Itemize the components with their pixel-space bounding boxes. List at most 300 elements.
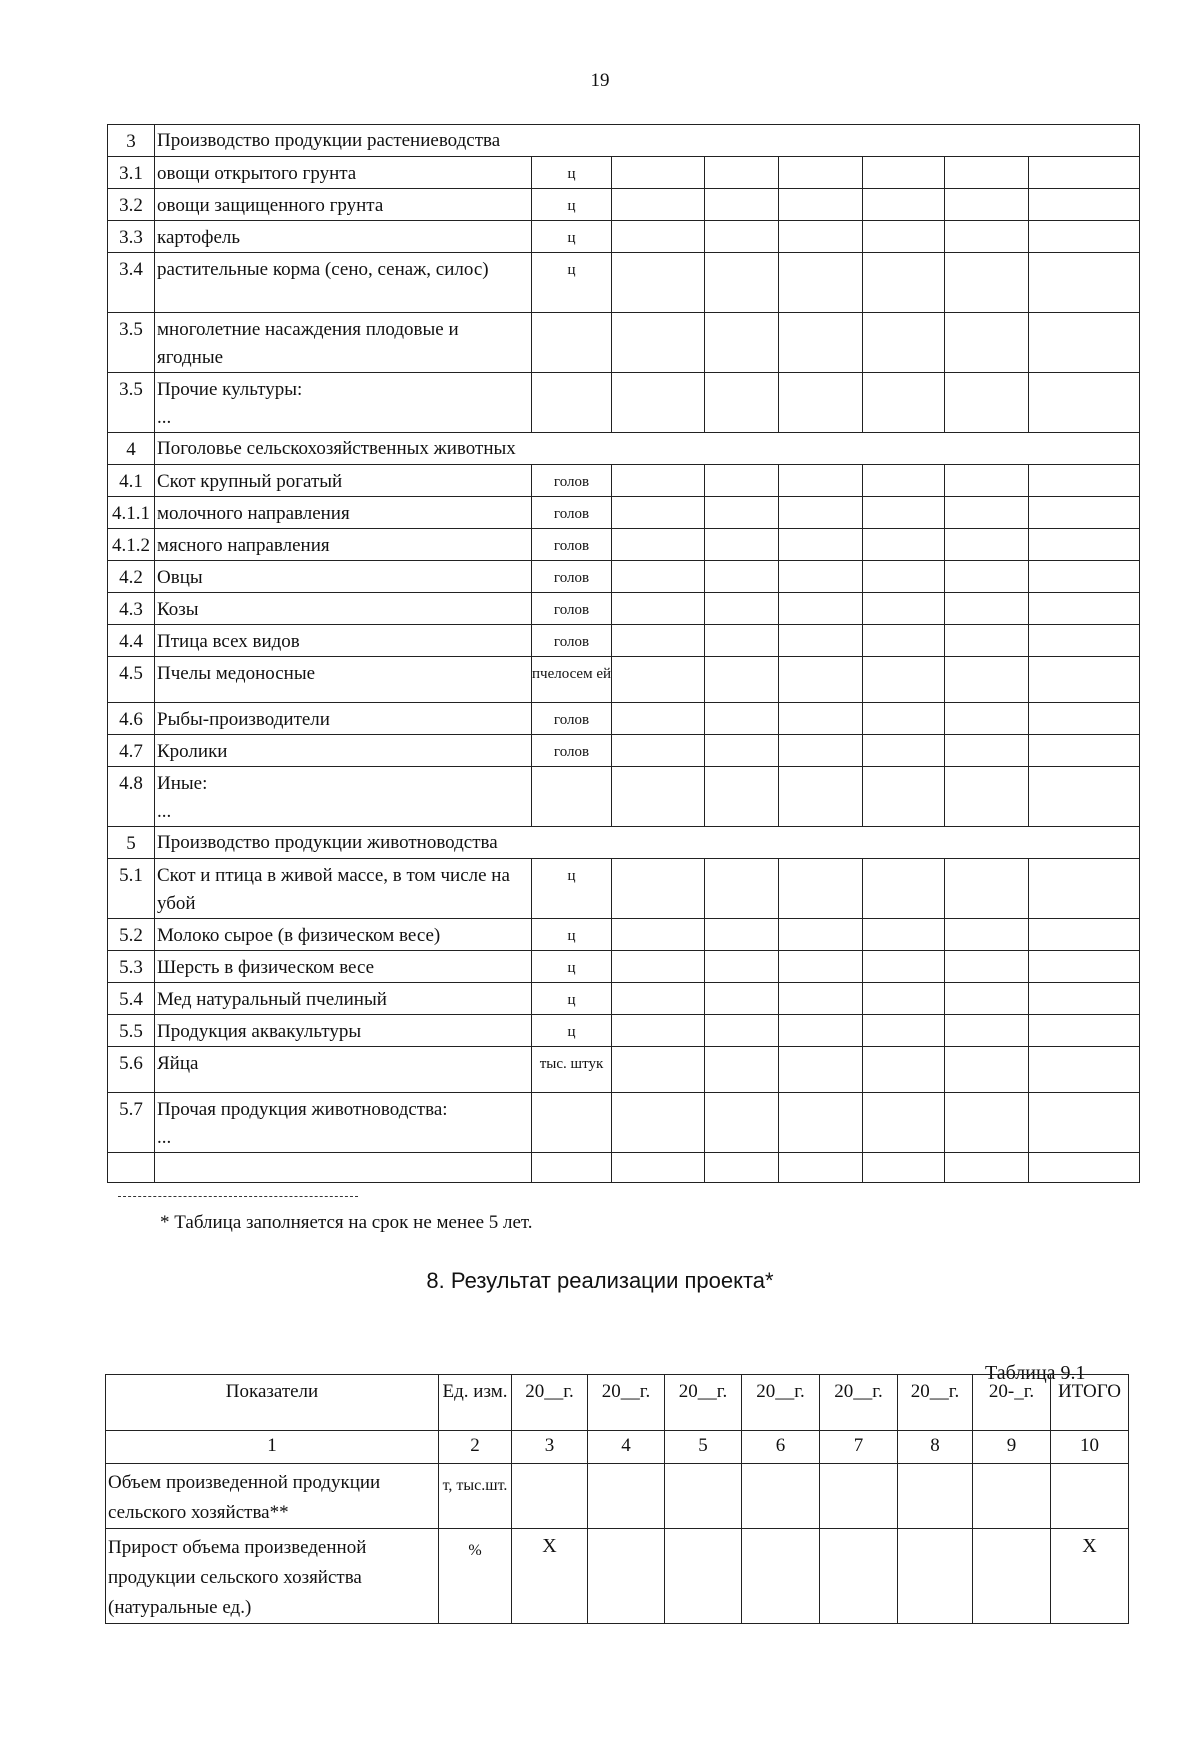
year-cell[interactable] — [705, 859, 779, 919]
row-name-text: Мед натуральный пчелиный — [157, 989, 387, 1010]
year-cell[interactable] — [705, 919, 779, 951]
year-cell[interactable] — [612, 1047, 705, 1093]
year-cell[interactable] — [863, 593, 945, 625]
year-cell[interactable] — [1029, 1015, 1140, 1047]
year-cell[interactable] — [863, 497, 945, 529]
value-cell[interactable] — [973, 1464, 1051, 1529]
row-number — [108, 1153, 155, 1183]
column-header: Ед. изм. — [439, 1375, 512, 1431]
year-cell[interactable] — [612, 735, 705, 767]
year-cell[interactable] — [705, 767, 779, 827]
table-row — [108, 373, 1140, 433]
table-row — [108, 221, 1140, 253]
table-row — [108, 1153, 1140, 1183]
column-index: 10 — [1051, 1431, 1129, 1464]
year-cell[interactable] — [705, 983, 779, 1015]
year-cell[interactable] — [612, 221, 705, 253]
row-number: 5.5 — [108, 1015, 155, 1047]
row-name — [155, 767, 532, 827]
year-cell[interactable] — [945, 703, 1029, 735]
table-row — [108, 703, 1140, 735]
year-cell[interactable] — [945, 313, 1029, 373]
year-cell[interactable] — [612, 189, 705, 221]
year-cell[interactable] — [612, 1093, 705, 1153]
table-row — [108, 433, 1140, 465]
row-number: 4.1.1 — [108, 497, 155, 529]
year-cell[interactable] — [1029, 157, 1140, 189]
year-cell[interactable] — [945, 1093, 1029, 1153]
year-cell[interactable] — [863, 767, 945, 827]
value-cell[interactable]: X — [1051, 1529, 1129, 1624]
row-name — [155, 703, 532, 735]
row-name-continuation: ... — [157, 407, 172, 428]
row-unit: голов — [532, 735, 612, 767]
year-cell[interactable] — [945, 593, 1029, 625]
row-name — [155, 951, 532, 983]
value-cell[interactable] — [665, 1529, 742, 1624]
year-cell[interactable] — [1029, 465, 1140, 497]
row-number: 4.5 — [108, 657, 155, 703]
footnote-rule — [118, 1196, 358, 1197]
row-name — [155, 657, 532, 703]
value-cell[interactable] — [973, 1529, 1051, 1624]
table-row — [106, 1529, 1129, 1624]
table-row — [108, 497, 1140, 529]
year-cell[interactable] — [705, 529, 779, 561]
year-cell[interactable] — [779, 703, 863, 735]
year-cell[interactable] — [945, 1153, 1029, 1183]
year-cell[interactable] — [779, 189, 863, 221]
year-cell[interactable] — [612, 1015, 705, 1047]
row-name — [155, 561, 532, 593]
row-name-text: Яйца — [157, 1053, 199, 1074]
year-cell[interactable] — [705, 561, 779, 593]
row-name-text: многолетние насаждения плодовые и ягодные — [157, 319, 459, 368]
table-row — [108, 465, 1140, 497]
year-cell[interactable] — [1029, 859, 1140, 919]
year-cell[interactable] — [612, 373, 705, 433]
year-cell[interactable] — [612, 859, 705, 919]
year-cell[interactable] — [1029, 703, 1140, 735]
table-row — [108, 157, 1140, 189]
row-unit: голов — [532, 497, 612, 529]
row-number: 5 — [108, 827, 155, 859]
indicator-name: Объем произведенной продукции сельского хозяйства** — [106, 1464, 439, 1529]
row-number: 5.7 — [108, 1093, 155, 1153]
year-cell[interactable] — [779, 561, 863, 593]
year-cell[interactable] — [863, 1153, 945, 1183]
row-number: 3 — [108, 125, 155, 157]
year-cell[interactable] — [863, 373, 945, 433]
year-cell[interactable] — [779, 593, 863, 625]
year-cell[interactable] — [945, 1015, 1029, 1047]
row-name-text: Овцы — [157, 567, 203, 588]
row-unit: голов — [532, 529, 612, 561]
year-cell[interactable] — [1029, 951, 1140, 983]
row-number: 4.8 — [108, 767, 155, 827]
table-row — [108, 657, 1140, 703]
production-table — [107, 124, 1140, 1183]
year-cell[interactable] — [1029, 189, 1140, 221]
value-cell[interactable] — [820, 1529, 898, 1624]
value-cell[interactable] — [1051, 1464, 1129, 1529]
year-cell[interactable] — [705, 221, 779, 253]
row-name-text: Козы — [157, 599, 199, 620]
year-cell[interactable] — [612, 919, 705, 951]
row-number: 3.4 — [108, 253, 155, 313]
column-header: 20__г. — [665, 1375, 742, 1431]
row-unit: ц — [532, 983, 612, 1015]
column-index: 5 — [665, 1431, 742, 1464]
year-cell[interactable] — [1029, 735, 1140, 767]
row-number: 4.1 — [108, 465, 155, 497]
year-cell[interactable] — [863, 1015, 945, 1047]
year-cell[interactable] — [705, 593, 779, 625]
value-cell[interactable]: X — [512, 1529, 588, 1624]
year-cell[interactable] — [779, 983, 863, 1015]
column-index: 1 — [106, 1431, 439, 1464]
year-cell[interactable] — [863, 625, 945, 657]
value-cell[interactable] — [665, 1464, 742, 1529]
column-index: 4 — [588, 1431, 665, 1464]
year-cell[interactable] — [705, 1015, 779, 1047]
year-cell[interactable] — [945, 465, 1029, 497]
value-cell[interactable] — [588, 1464, 665, 1529]
year-cell[interactable] — [779, 1153, 863, 1183]
row-unit: ц — [532, 951, 612, 983]
year-cell[interactable] — [779, 625, 863, 657]
year-cell[interactable] — [612, 157, 705, 189]
year-cell[interactable] — [779, 1093, 863, 1153]
row-name-text: Молоко сырое (в физическом весе) — [157, 925, 441, 946]
row-name — [155, 1153, 532, 1183]
year-cell[interactable] — [705, 313, 779, 373]
year-cell[interactable] — [945, 735, 1029, 767]
value-cell[interactable] — [898, 1529, 973, 1624]
row-name-text: Скот и птица в живой массе, в том числе на убой — [157, 865, 510, 914]
column-index: 9 — [973, 1431, 1051, 1464]
section-title: Производство продукции животноводства — [155, 827, 1140, 859]
row-name — [155, 1093, 532, 1153]
value-cell[interactable] — [588, 1529, 665, 1624]
column-index: 8 — [898, 1431, 973, 1464]
row-name — [155, 373, 532, 433]
year-cell[interactable] — [863, 951, 945, 983]
row-number: 4.4 — [108, 625, 155, 657]
row-name-text: Птица всех видов — [157, 631, 300, 652]
year-cell[interactable] — [779, 1015, 863, 1047]
year-cell[interactable] — [1029, 529, 1140, 561]
row-name — [155, 859, 532, 919]
row-unit — [532, 373, 612, 433]
year-cell[interactable] — [705, 465, 779, 497]
year-cell[interactable] — [863, 157, 945, 189]
row-unit: ц — [532, 919, 612, 951]
row-name — [155, 497, 532, 529]
row-number: 4.1.2 — [108, 529, 155, 561]
year-cell[interactable] — [863, 657, 945, 703]
year-cell[interactable] — [705, 625, 779, 657]
table-row — [108, 919, 1140, 951]
row-number: 3.2 — [108, 189, 155, 221]
table-row — [108, 593, 1140, 625]
year-cell[interactable] — [945, 767, 1029, 827]
year-cell[interactable] — [1029, 593, 1140, 625]
year-cell[interactable] — [863, 1047, 945, 1093]
row-name-text: Иные: — [157, 773, 208, 794]
year-cell[interactable] — [863, 221, 945, 253]
row-unit: тыс. штук — [532, 1047, 612, 1093]
year-cell[interactable] — [945, 859, 1029, 919]
row-number: 3.5 — [108, 313, 155, 373]
column-header: 20__г. — [588, 1375, 665, 1431]
year-cell[interactable] — [779, 951, 863, 983]
year-cell[interactable] — [612, 593, 705, 625]
year-cell[interactable] — [1029, 983, 1140, 1015]
year-cell[interactable] — [705, 703, 779, 735]
year-cell[interactable] — [779, 373, 863, 433]
row-unit: голов — [532, 625, 612, 657]
year-cell[interactable] — [705, 157, 779, 189]
column-header: 20-_г. — [973, 1375, 1051, 1431]
table-row — [108, 767, 1140, 827]
row-name-text: Пчелы медоносные — [157, 663, 316, 684]
row-name — [155, 529, 532, 561]
row-name-text: Прочие культуры: — [157, 379, 303, 400]
year-cell[interactable] — [1029, 253, 1140, 313]
year-cell[interactable] — [705, 1093, 779, 1153]
year-cell[interactable] — [779, 735, 863, 767]
year-cell[interactable] — [945, 253, 1029, 313]
year-cell[interactable] — [863, 253, 945, 313]
year-cell[interactable] — [779, 157, 863, 189]
year-cell[interactable] — [779, 313, 863, 373]
index-row — [106, 1431, 1129, 1464]
year-cell[interactable] — [1029, 561, 1140, 593]
row-name — [155, 157, 532, 189]
year-cell[interactable] — [705, 951, 779, 983]
year-cell[interactable] — [779, 1047, 863, 1093]
year-cell[interactable] — [945, 529, 1029, 561]
value-cell[interactable] — [742, 1464, 820, 1529]
row-name-text: мясного направления — [157, 535, 330, 556]
year-cell[interactable] — [612, 253, 705, 313]
table-row — [108, 827, 1140, 859]
row-name — [155, 189, 532, 221]
year-cell[interactable] — [945, 951, 1029, 983]
year-cell[interactable] — [1029, 919, 1140, 951]
year-cell[interactable] — [612, 767, 705, 827]
row-unit — [532, 313, 612, 373]
row-name — [155, 253, 532, 313]
year-cell[interactable] — [705, 1047, 779, 1093]
column-index: 2 — [439, 1431, 512, 1464]
year-cell[interactable] — [705, 735, 779, 767]
year-cell[interactable] — [1029, 657, 1140, 703]
row-name — [155, 1047, 532, 1093]
year-cell[interactable] — [705, 497, 779, 529]
year-cell[interactable] — [1029, 1093, 1140, 1153]
year-cell[interactable] — [705, 189, 779, 221]
year-cell[interactable] — [1029, 221, 1140, 253]
year-cell[interactable] — [612, 465, 705, 497]
row-unit: ц — [532, 221, 612, 253]
year-cell[interactable] — [945, 657, 1029, 703]
year-cell[interactable] — [612, 1153, 705, 1183]
column-header: 20__г. — [512, 1375, 588, 1431]
year-cell[interactable] — [779, 221, 863, 253]
column-header: 20__г. — [820, 1375, 898, 1431]
row-unit — [532, 1153, 612, 1183]
results-table — [105, 1374, 1129, 1624]
row-name-text: Продукция аквакультуры — [157, 1021, 362, 1042]
row-unit: ц — [532, 859, 612, 919]
year-cell[interactable] — [945, 373, 1029, 433]
table-row — [106, 1464, 1129, 1529]
column-index: 3 — [512, 1431, 588, 1464]
row-name-text: Прочая продукция животноводства: — [157, 1099, 448, 1120]
year-cell[interactable] — [779, 919, 863, 951]
row-name — [155, 735, 532, 767]
year-cell[interactable] — [779, 859, 863, 919]
footnote: * Таблица заполняется на срок не менее 5 лет. — [160, 1212, 533, 1233]
year-cell[interactable] — [779, 253, 863, 313]
table-row — [108, 625, 1140, 657]
row-name-text: Скот крупный рогатый — [157, 471, 343, 492]
year-cell[interactable] — [863, 313, 945, 373]
table-row — [108, 859, 1140, 919]
year-cell[interactable] — [945, 189, 1029, 221]
row-unit: ц — [532, 157, 612, 189]
year-cell[interactable] — [945, 497, 1029, 529]
year-cell[interactable] — [1029, 313, 1140, 373]
row-number: 5.2 — [108, 919, 155, 951]
indicator-unit: % — [439, 1529, 512, 1624]
row-name — [155, 465, 532, 497]
year-cell[interactable] — [1029, 767, 1140, 827]
year-cell[interactable] — [863, 189, 945, 221]
year-cell[interactable] — [779, 529, 863, 561]
row-name-text: Кролики — [157, 741, 228, 762]
header-row — [106, 1375, 1129, 1431]
row-unit — [532, 1093, 612, 1153]
table-row — [108, 561, 1140, 593]
indicator-name: Прирост объема произведенной продукции сельского хозяйства (натуральные ед.) — [106, 1529, 439, 1624]
year-cell[interactable] — [779, 465, 863, 497]
page-number: 19 — [590, 70, 610, 91]
year-cell[interactable] — [1029, 373, 1140, 433]
row-name-text: молочного направления — [157, 503, 350, 524]
year-cell[interactable] — [705, 373, 779, 433]
year-cell[interactable] — [945, 1047, 1029, 1093]
year-cell[interactable] — [779, 767, 863, 827]
table-row — [108, 189, 1140, 221]
year-cell[interactable] — [863, 735, 945, 767]
table-row — [108, 125, 1140, 157]
row-unit: пчелосем ей — [532, 657, 612, 703]
year-cell[interactable] — [612, 497, 705, 529]
year-cell[interactable] — [612, 529, 705, 561]
value-cell[interactable] — [512, 1464, 588, 1529]
row-number: 4.7 — [108, 735, 155, 767]
value-cell[interactable] — [820, 1464, 898, 1529]
year-cell[interactable] — [612, 703, 705, 735]
row-unit: голов — [532, 561, 612, 593]
column-header: Показатели — [106, 1375, 439, 1431]
year-cell[interactable] — [779, 657, 863, 703]
year-cell[interactable] — [1029, 497, 1140, 529]
column-index: 7 — [820, 1431, 898, 1464]
year-cell[interactable] — [705, 657, 779, 703]
year-cell[interactable] — [945, 221, 1029, 253]
year-cell[interactable] — [612, 951, 705, 983]
year-cell[interactable] — [612, 657, 705, 703]
year-cell[interactable] — [1029, 1047, 1140, 1093]
table-caption: Таблица 9.1 — [985, 1362, 1086, 1384]
row-name — [155, 625, 532, 657]
year-cell[interactable] — [863, 561, 945, 593]
year-cell[interactable] — [945, 157, 1029, 189]
table-row — [108, 529, 1140, 561]
row-name-continuation: ... — [157, 1127, 172, 1148]
row-unit — [532, 767, 612, 827]
year-cell[interactable] — [863, 983, 945, 1015]
table-row — [108, 951, 1140, 983]
year-cell[interactable] — [945, 625, 1029, 657]
year-cell[interactable] — [945, 983, 1029, 1015]
row-number: 5.4 — [108, 983, 155, 1015]
row-number: 3.5 — [108, 373, 155, 433]
row-name — [155, 313, 532, 373]
year-cell[interactable] — [612, 313, 705, 373]
column-index: 6 — [742, 1431, 820, 1464]
value-cell[interactable] — [898, 1464, 973, 1529]
year-cell[interactable] — [863, 859, 945, 919]
row-unit: голов — [532, 593, 612, 625]
row-name-continuation: ... — [157, 801, 172, 822]
table-row — [108, 1047, 1140, 1093]
row-number: 4 — [108, 433, 155, 465]
year-cell[interactable] — [705, 1153, 779, 1183]
year-cell[interactable] — [612, 983, 705, 1015]
year-cell[interactable] — [863, 703, 945, 735]
row-number: 5.3 — [108, 951, 155, 983]
year-cell[interactable] — [945, 919, 1029, 951]
row-unit: ц — [532, 189, 612, 221]
table-row — [108, 253, 1140, 313]
year-cell[interactable] — [779, 497, 863, 529]
section-title: Производство продукции растениеводства — [155, 125, 1140, 157]
row-name-text: Шерсть в физическом весе — [157, 957, 375, 978]
row-unit: голов — [532, 703, 612, 735]
column-header: 20__г. — [742, 1375, 820, 1431]
year-cell[interactable] — [863, 1093, 945, 1153]
year-cell[interactable] — [863, 919, 945, 951]
year-cell[interactable] — [705, 253, 779, 313]
value-cell[interactable] — [742, 1529, 820, 1624]
year-cell[interactable] — [612, 625, 705, 657]
year-cell[interactable] — [863, 529, 945, 561]
table-row — [108, 983, 1140, 1015]
year-cell[interactable] — [612, 561, 705, 593]
year-cell[interactable] — [1029, 1153, 1140, 1183]
year-cell[interactable] — [863, 465, 945, 497]
column-header: ИТОГО — [1051, 1375, 1129, 1431]
year-cell[interactable] — [1029, 625, 1140, 657]
row-name — [155, 919, 532, 951]
year-cell[interactable] — [945, 561, 1029, 593]
row-number: 4.2 — [108, 561, 155, 593]
